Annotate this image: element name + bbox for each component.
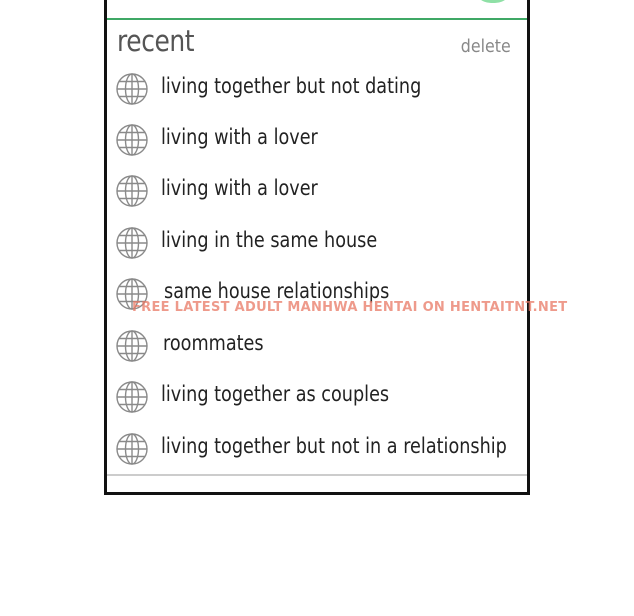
recent-item[interactable] [107, 428, 527, 468]
globe-icon [115, 432, 149, 466]
search-button[interactable] [473, 0, 513, 3]
recent-item-label: living in the same house [161, 228, 378, 252]
list-divider [107, 474, 527, 476]
recent-item-label: living together as couples [161, 382, 390, 406]
recent-item-label: living together but not dating [161, 74, 422, 98]
recent-item[interactable] [107, 325, 527, 365]
recent-item[interactable] [107, 222, 527, 262]
recent-item[interactable] [107, 376, 527, 416]
delete-button[interactable]: delete [461, 36, 511, 57]
recent-item[interactable] [107, 119, 527, 159]
globe-icon [115, 123, 149, 157]
globe-icon [115, 380, 149, 414]
recent-item-label: living with a lover [161, 125, 318, 149]
globe-icon [115, 174, 149, 208]
recent-item-label: roommates [163, 331, 264, 355]
globe-icon [115, 329, 149, 363]
globe-icon [115, 226, 149, 260]
recent-item-label: living together but not in a relationship [161, 434, 507, 458]
recent-heading: recent [117, 24, 195, 58]
recent-item[interactable] [107, 68, 527, 108]
search-panel [104, 0, 530, 495]
globe-icon [115, 72, 149, 106]
watermark-text: FREE LATEST ADULT MANHWA HENTAI ON HENTAITNT.NET [132, 300, 568, 315]
search-bar[interactable] [107, 0, 527, 20]
recent-item-label: living with a lover [161, 176, 318, 200]
recent-item[interactable] [107, 170, 527, 210]
recent-item-label: same house relationships [164, 279, 390, 303]
